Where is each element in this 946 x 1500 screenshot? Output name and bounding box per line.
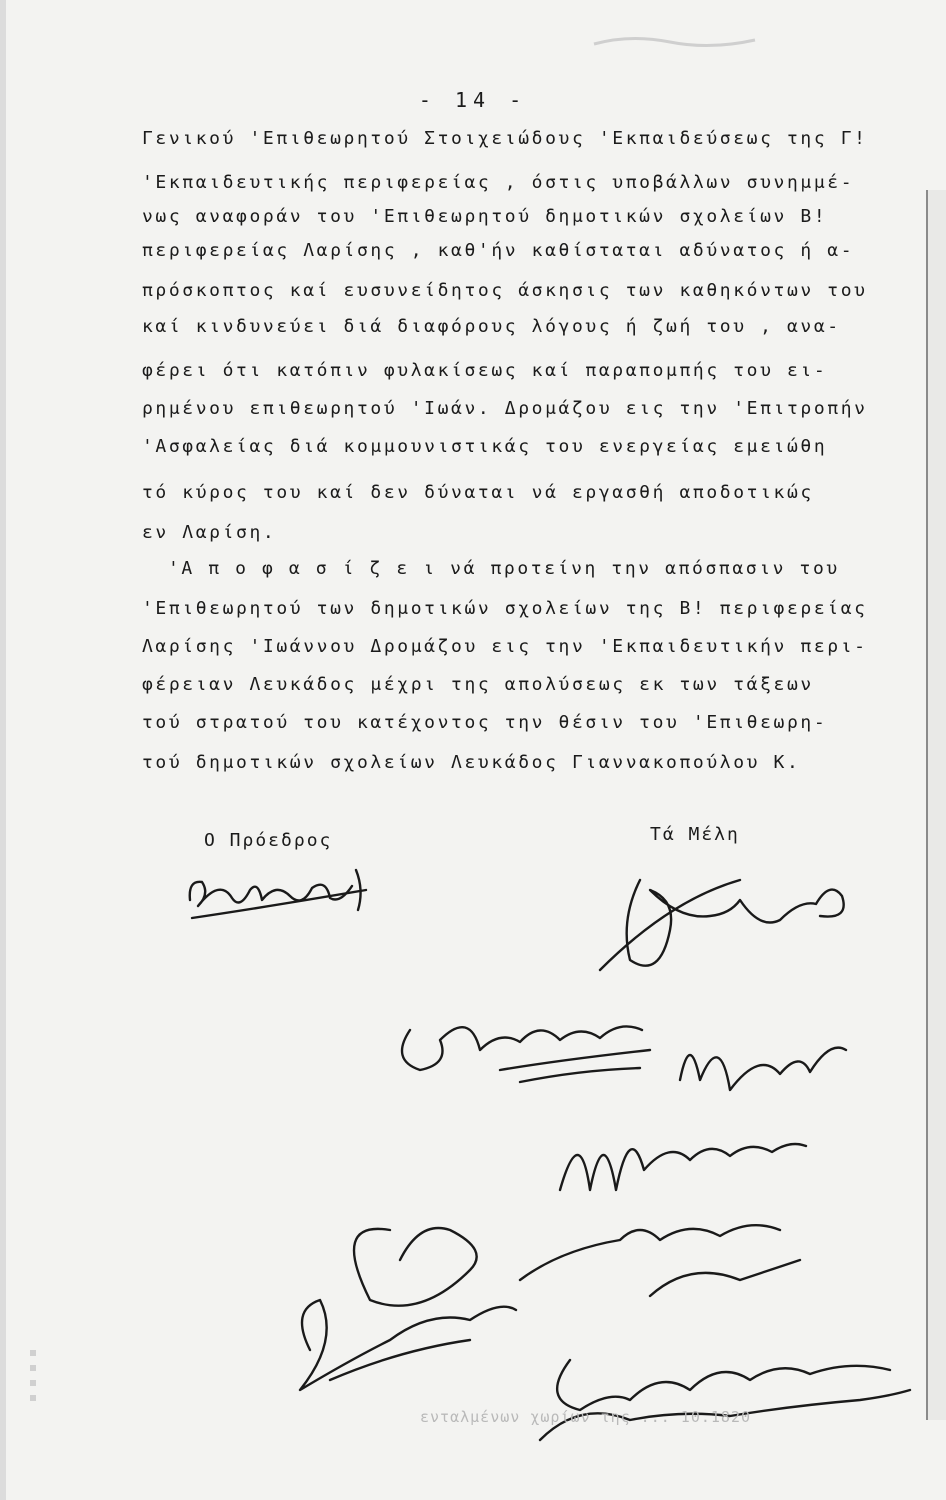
text-line: τό κύρος του καί δεν δύναται νά εργασθή αποδοτικώς: [142, 482, 814, 503]
text-line: νως αναφοράν του 'Επιθεωρητού δημοτικών σχολείων Β!: [142, 206, 828, 227]
text-line: τού δημοτικών σχολείων Λευκάδος Γιαννακοπούλου Κ.: [142, 752, 801, 773]
member-signature-3: [660, 1010, 860, 1110]
member-signature-7: [500, 1330, 920, 1460]
text-line: εν Λαρίση.: [142, 522, 277, 543]
page-number: - 14 -: [418, 88, 528, 112]
member-signature-1: [580, 860, 860, 1000]
text-line: πρόσκοπτος καί ευσυνείδητος άσκησις των καθηκόντων του: [142, 280, 868, 301]
text-line: φέρειαν Λευκάδος μέχρι της απολύσεως εκ των τάξεων: [142, 674, 814, 695]
faint-stamp: [590, 30, 760, 54]
members-label: Τά Μέλη: [650, 824, 740, 845]
president-label: Ο Πρόεδρος: [204, 830, 333, 851]
text-line: τού στρατού του κατέχοντος την θέσιν του 'Επιθεωρη-: [142, 712, 828, 733]
text-line: 'Εκπαιδευτικής περιφερείας , όστις υποβάλλων συνημμέ-: [142, 172, 855, 193]
text-line: 'Επιθεωρητού των δημοτικών σχολείων της Β! περιφερείας: [142, 598, 868, 619]
member-signature-2: [380, 990, 680, 1100]
binding-shadow: [0, 0, 6, 1500]
text-line: ρημένου επιθεωρητού 'Ιωάν. Δρομάζου εις την 'Επιτροπήν: [142, 398, 868, 419]
text-line: φέρει ότι κατόπιν φυλακίσεως καί παραπομπής του ει-: [142, 360, 828, 381]
text-line: 'Α π ο φ α σ ί ζ ε ι νά προτείνη την απόσπασιν του: [168, 558, 840, 579]
margin-marks: [30, 1350, 40, 1410]
member-signature-5: [500, 1200, 820, 1310]
president-signature: [180, 860, 380, 930]
faint-footer-text: ενταλμένων χωρίων της ... 10.1820: [420, 1408, 752, 1426]
text-line: καί κινδυνεύει διά διαφόρους λόγους ή ζωή του , ανα-: [142, 316, 841, 337]
page-edge: [926, 190, 946, 1420]
text-line: Γενικού 'Επιθεωρητού Στοιχειώδους 'Εκπαιδεύσεως της Γ!: [142, 128, 868, 149]
member-signature-4: [540, 1100, 820, 1210]
text-line: Λαρίσης 'Ιωάννου Δρομάζου εις την 'Εκπαιδευτικήν περι-: [142, 636, 868, 657]
member-signature-6: [270, 1190, 530, 1410]
text-line: 'Ασφαλείας διά κομμουνιστικάς του ενεργείας εμειώθη: [142, 436, 828, 457]
text-line: περιφερείας Λαρίσης , καθ'ήν καθίσταται αδύνατος ή α-: [142, 240, 855, 261]
